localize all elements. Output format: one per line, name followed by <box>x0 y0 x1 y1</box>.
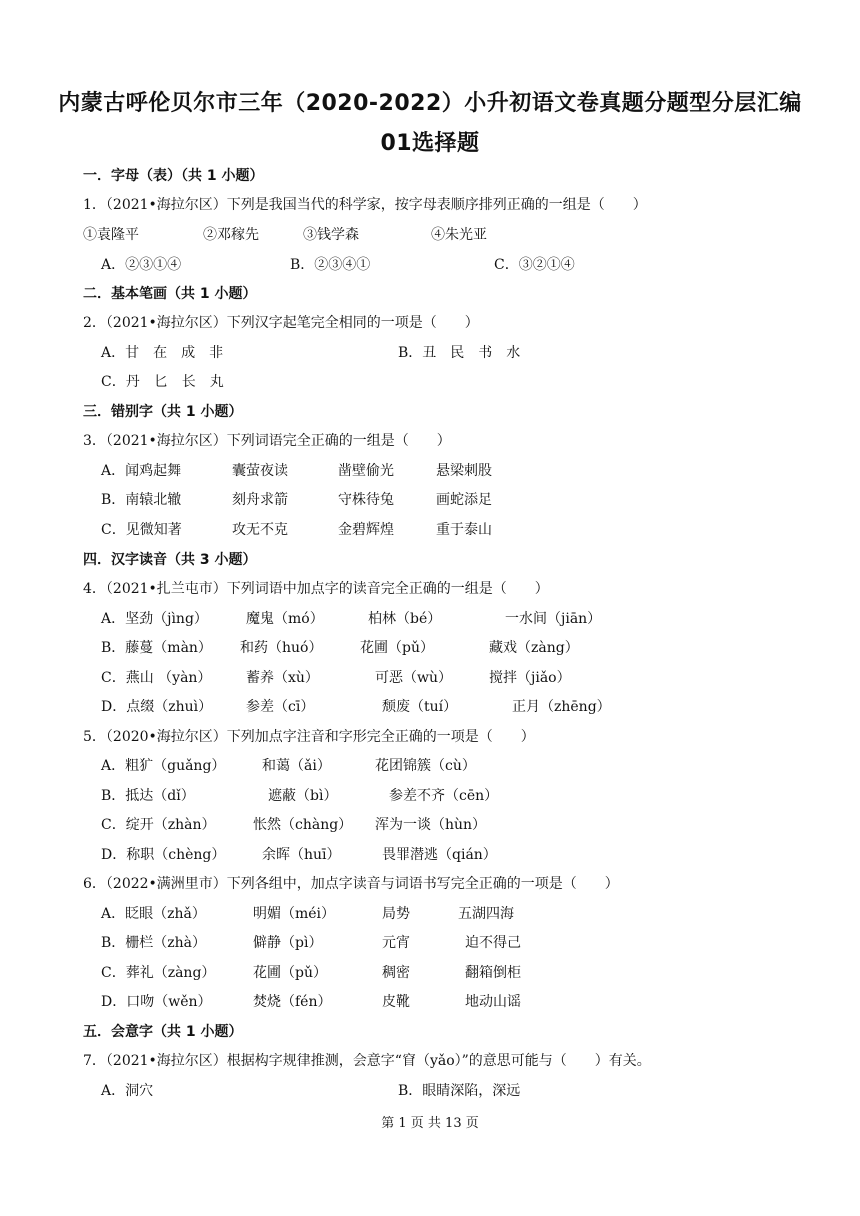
q1-option-a: A．②③①④ <box>101 257 182 273</box>
section-heading-5: 五．会意字（共 1 小题） <box>83 1024 243 1040</box>
q6-c-2: 花圃（pǔ） <box>253 965 327 981</box>
q4-b-3: 花圃（pǔ） <box>360 640 434 656</box>
q4-b-4: 藏戏（zàng） <box>489 640 579 656</box>
q5-b-2: 遮蔽（bì） <box>268 788 338 804</box>
q3-c-word-1: C．见微知著 <box>101 522 182 538</box>
section-heading-2: 二．基本笔画（共 1 小题） <box>83 286 257 302</box>
q5-d-2: 余晖（huī） <box>262 847 341 863</box>
q3-c-word-4: 重于泰山 <box>436 522 492 538</box>
q7-option-a: A．洞穴 <box>101 1083 154 1099</box>
document-title: 内蒙古呼伦贝尔市三年（2020-2022）小升初语文卷真题分题型分层汇编 <box>58 91 802 116</box>
q4-a-1: A．坚劲（jìng） <box>101 611 208 627</box>
q1-item-3: ③钱学森 <box>303 227 359 243</box>
q2-option-b: B．丑 民 书 水 <box>398 345 521 361</box>
q3-a-word-2: 囊萤夜读 <box>232 463 288 479</box>
q6-d-4: 地动山谣 <box>465 994 521 1010</box>
q6-d-1: D．口吻（wěn） <box>101 994 212 1010</box>
q5-b-3: 参差不齐（cēn） <box>389 788 499 804</box>
q4-c-3: 可恶（wù） <box>375 670 452 686</box>
q4-d-2: 参差（cī） <box>246 699 315 715</box>
q4-d-3: 颓废（tuí） <box>382 699 458 715</box>
page-footer: 第 1 页 共 13 页 <box>381 1116 479 1131</box>
q4-d-4: 正月（zhēng） <box>512 699 611 715</box>
q6-c-3: 稠密 <box>382 965 410 981</box>
q2-option-a: A．甘 在 成 非 <box>101 345 224 361</box>
q3-c-word-3: 金碧辉煌 <box>338 522 394 538</box>
q1-item-1: ①袁隆平 <box>83 227 139 243</box>
q3-a-word-1: A．闻鸡起舞 <box>101 463 182 479</box>
q1-option-b: B．②③④① <box>290 257 371 273</box>
section-heading-3: 三．错别字（共 1 小题） <box>83 404 243 420</box>
q3-c-word-2: 攻无不克 <box>232 522 288 538</box>
q4-a-2: 魔鬼（mó） <box>246 611 324 627</box>
q6-d-3: 皮靴 <box>382 994 410 1010</box>
q7-option-b: B．眼睛深陷，深远 <box>398 1083 521 1099</box>
q6-b-2: 僻静（pì） <box>253 935 323 951</box>
q6-a-4: 五湖四海 <box>458 906 514 922</box>
question-2: 2．（2021•海拉尔区）下列汉字起笔完全相同的一项是（ ） <box>83 315 479 331</box>
q4-c-4: 搅拌（jiǎo） <box>489 670 571 686</box>
q6-a-3: 局势 <box>382 906 410 922</box>
q5-a-2: 和蔼（ǎi） <box>262 758 331 774</box>
q6-c-4: 翻箱倒柜 <box>465 965 521 981</box>
q5-b-1: B．抵达（dǐ） <box>101 788 195 804</box>
q5-a-1: A．粗犷（guǎng） <box>101 758 226 774</box>
q3-a-word-4: 悬梁刺股 <box>436 463 492 479</box>
q5-c-1: C．绽开（zhàn） <box>101 817 216 833</box>
q4-a-4: 一水间（jiān） <box>505 611 602 627</box>
question-1: 1．（2021•海拉尔区）下列是我国当代的科学家，按字母表顺序排列正确的一组是（ ） <box>83 197 647 213</box>
q6-b-3: 元宵 <box>382 935 410 951</box>
q3-a-word-3: 凿壁偷光 <box>338 463 394 479</box>
q5-a-3: 花团锦簇（cù） <box>375 758 476 774</box>
q4-c-1: C．燕山 （yàn） <box>101 670 212 686</box>
question-3: 3．（2021•海拉尔区）下列词语完全正确的一组是（ ） <box>83 433 451 449</box>
q3-b-word-2: 刻舟求箭 <box>232 492 288 508</box>
question-6: 6．（2022•满洲里市）下列各组中，加点字读音与词语书写完全正确的一项是（ ） <box>83 876 619 892</box>
q3-b-word-4: 画蛇添足 <box>436 492 492 508</box>
question-5: 5．（2020•海拉尔区）下列加点字注音和字形完全正确的一项是（ ） <box>83 729 535 745</box>
q6-d-2: 焚烧（fén） <box>253 994 332 1010</box>
q4-a-3: 柏林（bé） <box>368 611 442 627</box>
q4-d-1: D．点缀（zhuì） <box>101 699 213 715</box>
q5-c-3: 浑为一谈（hùn） <box>375 817 487 833</box>
q6-a-2: 明媚（méi） <box>253 906 336 922</box>
q6-b-4: 迫不得己 <box>465 935 521 951</box>
section-heading-4: 四．汉字读音（共 3 小题） <box>83 552 257 568</box>
q3-b-word-3: 守株待兔 <box>338 492 394 508</box>
q1-item-2: ②邓稼先 <box>203 227 259 243</box>
question-7: 7．（2021•海拉尔区）根据构字规律推测，会意字“窅（yǎo）”的意思可能与（ ）有关。 <box>83 1053 651 1069</box>
q1-item-4: ④朱光亚 <box>431 227 487 243</box>
q3-b-word-1: B．南辕北辙 <box>101 492 182 508</box>
q2-option-c: C．丹 匕 长 丸 <box>101 374 224 390</box>
q5-c-2: 怅然（chàng） <box>253 817 353 833</box>
q5-d-1: D．称职（chèng） <box>101 847 226 863</box>
section-heading-1: 一．字母（表）（共 1 小题） <box>83 168 264 184</box>
q1-option-c: C．③②①④ <box>494 257 575 273</box>
q4-b-2: 和药（huó） <box>240 640 323 656</box>
document-subtitle: 01选择题 <box>380 131 480 156</box>
q5-d-3: 畏罪潜逃（qián） <box>382 847 497 863</box>
q4-b-1: B．藤蔓（màn） <box>101 640 212 656</box>
q6-a-1: A．眨眼（zhǎ） <box>101 906 206 922</box>
q6-c-1: C．葬礼（zàng） <box>101 965 216 981</box>
q4-c-2: 蓄养（xù） <box>246 670 319 686</box>
question-4: 4．（2021•扎兰屯市）下列词语中加点字的读音完全正确的一组是（ ） <box>83 581 549 597</box>
q6-b-1: B．栅栏（zhà） <box>101 935 207 951</box>
